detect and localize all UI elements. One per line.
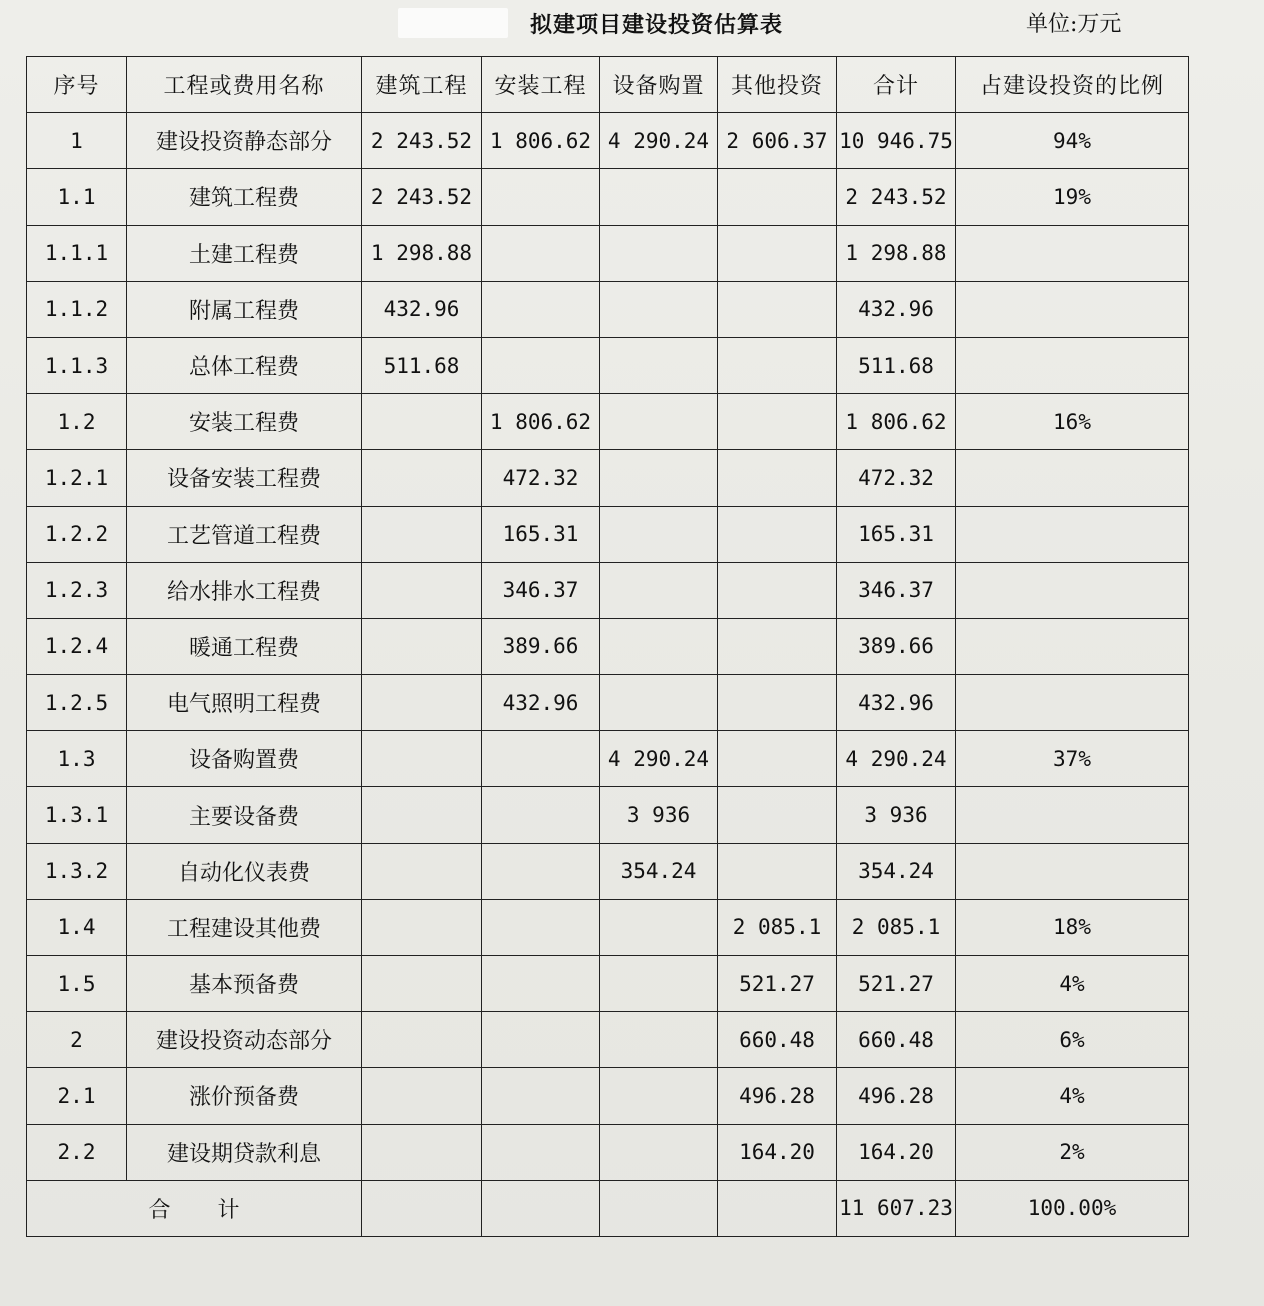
row-installation (482, 899, 600, 955)
row-construction (362, 731, 482, 787)
row-equipment: 354.24 (600, 843, 718, 899)
table-row (27, 450, 1189, 506)
row-item-name: 建筑工程费 (127, 169, 362, 225)
row-other (718, 618, 837, 674)
row-construction (362, 450, 482, 506)
row-item-name: 基本预备费 (127, 956, 362, 1012)
total-construction (362, 1180, 482, 1236)
row-construction (362, 675, 482, 731)
row-equipment (600, 956, 718, 1012)
row-total: 346.37 (837, 562, 956, 618)
row-construction: 1 298.88 (362, 225, 482, 281)
row-other (718, 394, 837, 450)
row-equipment (600, 394, 718, 450)
table-row (27, 394, 1189, 450)
row-equipment: 4 290.24 (600, 113, 718, 169)
row-total: 496.28 (837, 1068, 956, 1124)
table-row (27, 562, 1189, 618)
row-item-name: 电气照明工程费 (127, 675, 362, 731)
row-installation: 472.32 (482, 450, 600, 506)
row-construction (362, 899, 482, 955)
table-row (27, 956, 1189, 1012)
row-ratio: 4% (956, 1068, 1189, 1124)
row-seq: 1.2.2 (27, 506, 127, 562)
row-seq: 1.1.1 (27, 225, 127, 281)
row-total: 1 298.88 (837, 225, 956, 281)
row-equipment (600, 562, 718, 618)
table-body (27, 113, 1189, 1237)
row-construction (362, 956, 482, 1012)
header-other: 其他投资 (718, 57, 837, 113)
row-item-name: 安装工程费 (127, 394, 362, 450)
table-title: 拟建项目建设投资估算表 (530, 12, 784, 38)
row-other (718, 225, 837, 281)
row-ratio (956, 506, 1189, 562)
row-seq: 1.2.3 (27, 562, 127, 618)
row-other (718, 731, 837, 787)
row-seq: 1.3.1 (27, 787, 127, 843)
row-equipment (600, 675, 718, 731)
table-row (27, 225, 1189, 281)
row-equipment (600, 450, 718, 506)
row-installation (482, 731, 600, 787)
row-equipment (600, 506, 718, 562)
row-equipment: 3 936 (600, 787, 718, 843)
row-total: 1 806.62 (837, 394, 956, 450)
row-item-name: 总体工程费 (127, 337, 362, 393)
row-ratio: 18% (956, 899, 1189, 955)
row-equipment: 4 290.24 (600, 731, 718, 787)
table-row (27, 843, 1189, 899)
header-equipment: 设备购置 (600, 57, 718, 113)
row-installation: 165.31 (482, 506, 600, 562)
row-other (718, 281, 837, 337)
table-row (27, 675, 1189, 731)
row-total: 3 936 (837, 787, 956, 843)
row-installation (482, 1068, 600, 1124)
row-installation (482, 956, 600, 1012)
row-seq: 2.1 (27, 1068, 127, 1124)
row-seq: 1.2.4 (27, 618, 127, 674)
row-seq: 1.3.2 (27, 843, 127, 899)
row-installation: 1 806.62 (482, 394, 600, 450)
row-installation: 432.96 (482, 675, 600, 731)
row-installation (482, 843, 600, 899)
row-total: 354.24 (837, 843, 956, 899)
row-equipment (600, 1124, 718, 1180)
row-construction (362, 394, 482, 450)
row-equipment (600, 1012, 718, 1068)
row-other: 2 606.37 (718, 113, 837, 169)
row-ratio (956, 675, 1189, 731)
row-total: 472.32 (837, 450, 956, 506)
row-other (718, 450, 837, 506)
header-construction: 建筑工程 (362, 57, 482, 113)
row-equipment (600, 899, 718, 955)
row-equipment (600, 169, 718, 225)
row-seq: 1.4 (27, 899, 127, 955)
header-total: 合计 (837, 57, 956, 113)
row-total: 4 290.24 (837, 731, 956, 787)
row-other (718, 169, 837, 225)
row-construction (362, 1124, 482, 1180)
row-construction (362, 843, 482, 899)
row-equipment (600, 1068, 718, 1124)
header-name: 工程或费用名称 (127, 57, 362, 113)
row-construction: 511.68 (362, 337, 482, 393)
row-total: 164.20 (837, 1124, 956, 1180)
table-row (27, 337, 1189, 393)
row-construction (362, 506, 482, 562)
row-other (718, 562, 837, 618)
row-ratio (956, 225, 1189, 281)
header-seq: 序号 (27, 57, 127, 113)
total-other (718, 1180, 837, 1236)
row-ratio (956, 843, 1189, 899)
table-row (27, 169, 1189, 225)
total-label-cell (27, 1180, 362, 1236)
row-other (718, 787, 837, 843)
row-ratio: 2% (956, 1124, 1189, 1180)
row-ratio (956, 281, 1189, 337)
row-total: 432.96 (837, 281, 956, 337)
row-other (718, 337, 837, 393)
row-total: 511.68 (837, 337, 956, 393)
row-installation: 389.66 (482, 618, 600, 674)
table-row (27, 506, 1189, 562)
table-header-row (27, 57, 1189, 113)
row-installation (482, 787, 600, 843)
row-seq: 1.1.3 (27, 337, 127, 393)
row-seq: 1.2.5 (27, 675, 127, 731)
row-ratio: 19% (956, 169, 1189, 225)
row-other (718, 675, 837, 731)
row-construction: 432.96 (362, 281, 482, 337)
row-item-name: 主要设备费 (127, 787, 362, 843)
row-installation: 1 806.62 (482, 113, 600, 169)
total-sum: 11 607.23 (837, 1180, 956, 1236)
row-other (718, 843, 837, 899)
row-construction: 2 243.52 (362, 169, 482, 225)
table-row (27, 1124, 1189, 1180)
row-total: 10 946.75 (837, 113, 956, 169)
header-ratio: 占建设投资的比例 (956, 57, 1189, 113)
row-installation (482, 169, 600, 225)
redaction-block (398, 8, 508, 38)
investment-estimate-table (26, 56, 1189, 1237)
row-other: 660.48 (718, 1012, 837, 1068)
row-other: 496.28 (718, 1068, 837, 1124)
row-installation: 346.37 (482, 562, 600, 618)
table-row (27, 731, 1189, 787)
table-row (27, 113, 1189, 169)
row-ratio (956, 618, 1189, 674)
row-other: 2 085.1 (718, 899, 837, 955)
row-ratio: 94% (956, 113, 1189, 169)
row-seq: 1 (27, 113, 127, 169)
row-total: 165.31 (837, 506, 956, 562)
row-other: 521.27 (718, 956, 837, 1012)
row-ratio: 37% (956, 731, 1189, 787)
table-row (27, 1012, 1189, 1068)
row-total: 432.96 (837, 675, 956, 731)
row-item-name: 涨价预备费 (127, 1068, 362, 1124)
row-other (718, 506, 837, 562)
row-construction (362, 787, 482, 843)
row-seq: 2.2 (27, 1124, 127, 1180)
row-item-name: 建设投资动态部分 (127, 1012, 362, 1068)
row-seq: 1.2.1 (27, 450, 127, 506)
table-row (27, 1068, 1189, 1124)
row-total: 2 085.1 (837, 899, 956, 955)
total-row (27, 1180, 1189, 1236)
row-equipment (600, 337, 718, 393)
row-ratio (956, 562, 1189, 618)
table-row (27, 281, 1189, 337)
row-construction (362, 618, 482, 674)
row-item-name: 设备安装工程费 (127, 450, 362, 506)
row-seq: 1.2 (27, 394, 127, 450)
row-seq: 1.5 (27, 956, 127, 1012)
row-item-name: 土建工程费 (127, 225, 362, 281)
total-ratio: 100.00% (956, 1180, 1189, 1236)
row-total: 521.27 (837, 956, 956, 1012)
row-installation (482, 337, 600, 393)
row-ratio: 4% (956, 956, 1189, 1012)
row-total: 660.48 (837, 1012, 956, 1068)
row-item-name: 建设投资静态部分 (127, 113, 362, 169)
table-row (27, 899, 1189, 955)
row-construction (362, 562, 482, 618)
row-equipment (600, 225, 718, 281)
row-construction (362, 1012, 482, 1068)
row-item-name: 暖通工程费 (127, 618, 362, 674)
row-item-name: 附属工程费 (127, 281, 362, 337)
row-construction (362, 1068, 482, 1124)
row-total: 389.66 (837, 618, 956, 674)
row-other: 164.20 (718, 1124, 837, 1180)
row-installation (482, 281, 600, 337)
row-item-name: 工艺管道工程费 (127, 506, 362, 562)
total-equipment (600, 1180, 718, 1236)
row-ratio: 16% (956, 394, 1189, 450)
row-seq: 1.1.2 (27, 281, 127, 337)
total-installation (482, 1180, 600, 1236)
row-installation (482, 1124, 600, 1180)
row-ratio: 6% (956, 1012, 1189, 1068)
row-item-name: 建设期贷款利息 (127, 1124, 362, 1180)
total-label: 合 计 (148, 1197, 260, 1223)
row-equipment (600, 618, 718, 674)
row-item-name: 自动化仪表费 (127, 843, 362, 899)
row-seq: 2 (27, 1012, 127, 1068)
header-installation: 安装工程 (482, 57, 600, 113)
row-installation (482, 1012, 600, 1068)
row-installation (482, 225, 600, 281)
row-total: 2 243.52 (837, 169, 956, 225)
row-item-name: 设备购置费 (127, 731, 362, 787)
row-ratio (956, 337, 1189, 393)
row-item-name: 给水排水工程费 (127, 562, 362, 618)
row-item-name: 工程建设其他费 (127, 899, 362, 955)
table-row (27, 787, 1189, 843)
unit-label: 单位:万元 (1026, 12, 1122, 37)
row-ratio (956, 787, 1189, 843)
row-ratio (956, 450, 1189, 506)
row-seq: 1.1 (27, 169, 127, 225)
row-seq: 1.3 (27, 731, 127, 787)
table-row (27, 618, 1189, 674)
row-equipment (600, 281, 718, 337)
row-construction: 2 243.52 (362, 113, 482, 169)
